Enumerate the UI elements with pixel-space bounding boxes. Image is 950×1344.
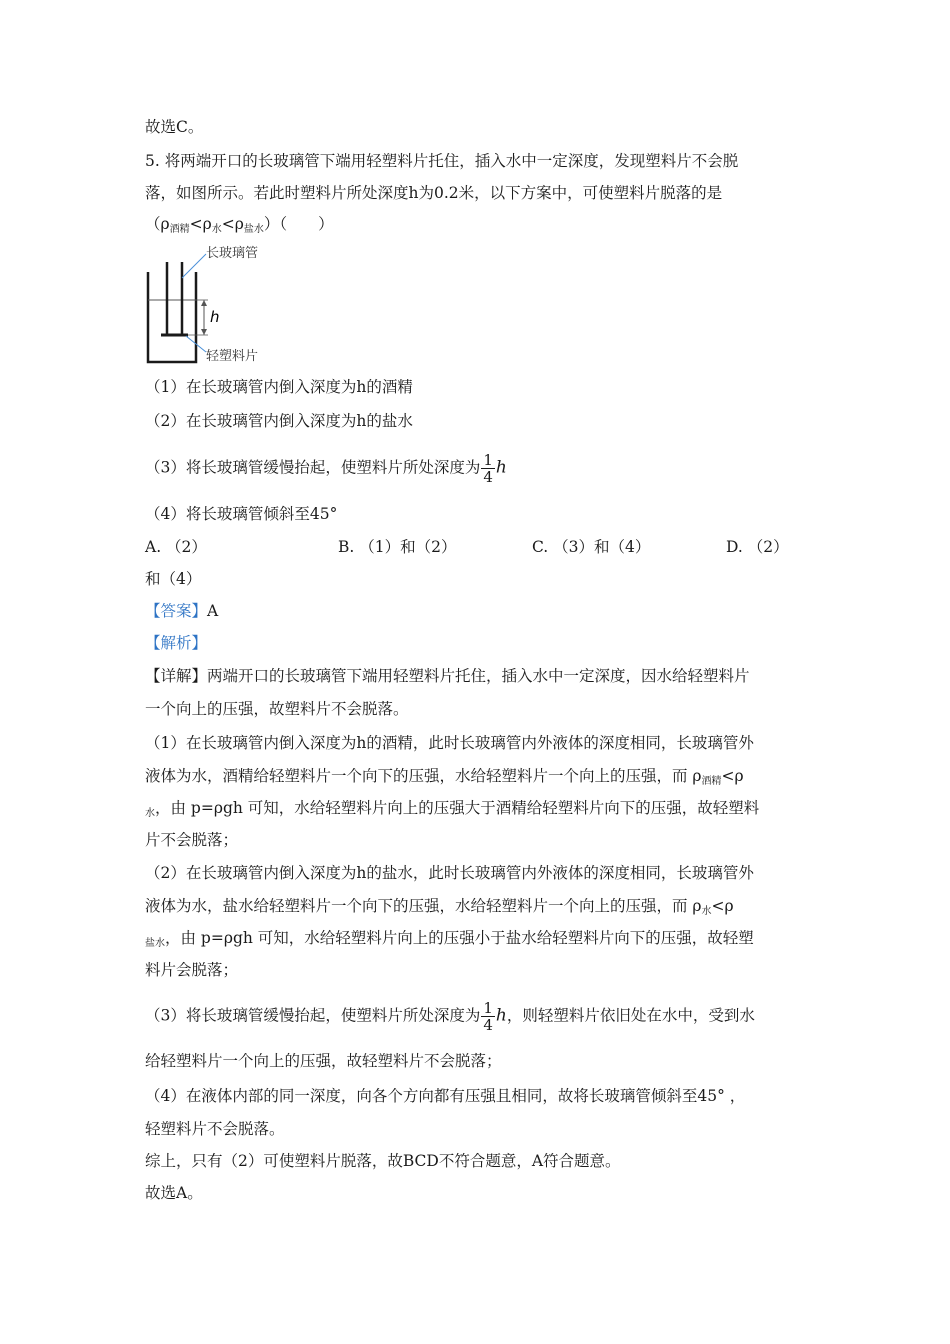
explain-1-line-3: $_水$，由 p=ρgh 可知，水给轻塑料片向上的压强大于酒精给轻塑料片向下的压强，故轻塑料 bbox=[145, 799, 760, 819]
choice-d-continued: 和（4） bbox=[145, 570, 202, 588]
explain-4-line-1: （4）在液体内部的同一深度，向各个方向都有压强且相同，故将长玻璃管倾斜至45° ， bbox=[145, 1087, 746, 1105]
option-2: （2）在长玻璃管内倒入深度为h的盐水 bbox=[145, 412, 413, 430]
explain-1-line-4: 片不会脱落； bbox=[145, 831, 239, 849]
explain-3-line-2: 给轻塑料片一个向上的压强，故轻塑料片不会脱落； bbox=[145, 1052, 502, 1070]
plate-label: 轻塑料片 bbox=[206, 349, 259, 364]
explain-1-line-1: （1）在长玻璃管内倒入深度为h的酒精，此时长玻璃管内外液体的深度相同，长玻璃管外 bbox=[145, 734, 754, 752]
explain-3-line-1: （3）将长玻璃管缓慢抬起，使塑料片所处深度为 $\frac{1}{4}$ h，则轻塑料片依旧处在水中，受到水 bbox=[145, 999, 755, 1034]
answer-value: A bbox=[207, 602, 219, 620]
choice-c: C. （3）和（4） bbox=[532, 538, 651, 556]
tube-label: 长玻璃管 bbox=[206, 246, 259, 261]
depth-arrow-down bbox=[201, 329, 207, 335]
container-outline bbox=[148, 272, 196, 362]
option-3: （3）将长玻璃管缓慢抬起，使塑料片所处深度为 $\frac{1}{4}$ h bbox=[145, 451, 507, 486]
depth-arrow-up bbox=[201, 300, 207, 306]
fraction-one-quarter-2: $\frac{1}{4}$ bbox=[483, 999, 493, 1034]
choice-b: B. （1）和（2） bbox=[338, 538, 457, 556]
option-4: （4）将长玻璃管倾斜至45° bbox=[145, 505, 338, 523]
answer-tag: 【答案】 bbox=[145, 602, 208, 620]
summary-line: 综上，只有（2）可使塑料片脱落，故BCD不符合题意，A符合题意。 bbox=[145, 1152, 621, 1170]
question-line-3: $(\rho_{酒精}<\rho_水<\rho_{盐水})$（ ） bbox=[145, 215, 334, 235]
choice-d: D. （2） bbox=[726, 538, 789, 556]
detail-line-2: 一个向上的压强，故塑料片不会脱落。 bbox=[145, 700, 409, 718]
choice-a: A. （2） bbox=[145, 538, 207, 556]
explain-1-line-2: 液体为水，酒精给轻塑料片一个向下的压强，水给轻塑料片一个向上的压强，而 $\rho_{酒精}<\rho$ bbox=[145, 767, 744, 787]
explain-2-line-2: 液体为水，盐水给轻塑料片一个向下的压强，水给轻塑料片一个向上的压强，而 $\rho_水<\rho$ bbox=[145, 897, 734, 917]
depth-label: h bbox=[210, 308, 220, 326]
fraction-one-quarter: $\frac{1}{4}$ bbox=[483, 451, 493, 486]
tube-leader-line bbox=[182, 254, 206, 278]
explain-2-line-4: 料片会脱落； bbox=[145, 961, 239, 979]
glass-tube-figure bbox=[140, 240, 280, 370]
prev-answer-line: 故选C。 bbox=[145, 118, 204, 136]
final-answer-line: 故选A。 bbox=[145, 1184, 203, 1202]
question-line-1: 5. 将两端开口的长玻璃管下端用轻塑料片托住，插入水中一定深度，发现塑料片不会脱 bbox=[145, 152, 739, 170]
question-line-2: 落，如图所示。若此时塑料片所处深度h为0.2米，以下方案中，可使塑料片脱落的是 bbox=[145, 184, 723, 202]
analysis-tag: 【解析】 bbox=[145, 634, 208, 652]
explain-4-line-2: 轻塑料片不会脱落。 bbox=[145, 1120, 285, 1138]
explain-2-line-1: （2）在长玻璃管内倒入深度为h的盐水，此时长玻璃管内外液体的深度相同，长玻璃管外 bbox=[145, 864, 754, 882]
answer-line bbox=[145, 600, 218, 622]
explain-2-line-3: $_{盐水}$，由 p=ρgh 可知，水给轻塑料片向上的压强小于盐水给轻塑料片向下的压强，故轻塑 bbox=[145, 929, 754, 949]
detail-line-1: 【详解】两端开口的长玻璃管下端用轻塑料片托住，插入水中一定深度，因水给轻塑料片 bbox=[145, 667, 750, 685]
option-1: （1）在长玻璃管内倒入深度为h的酒精 bbox=[145, 378, 413, 396]
